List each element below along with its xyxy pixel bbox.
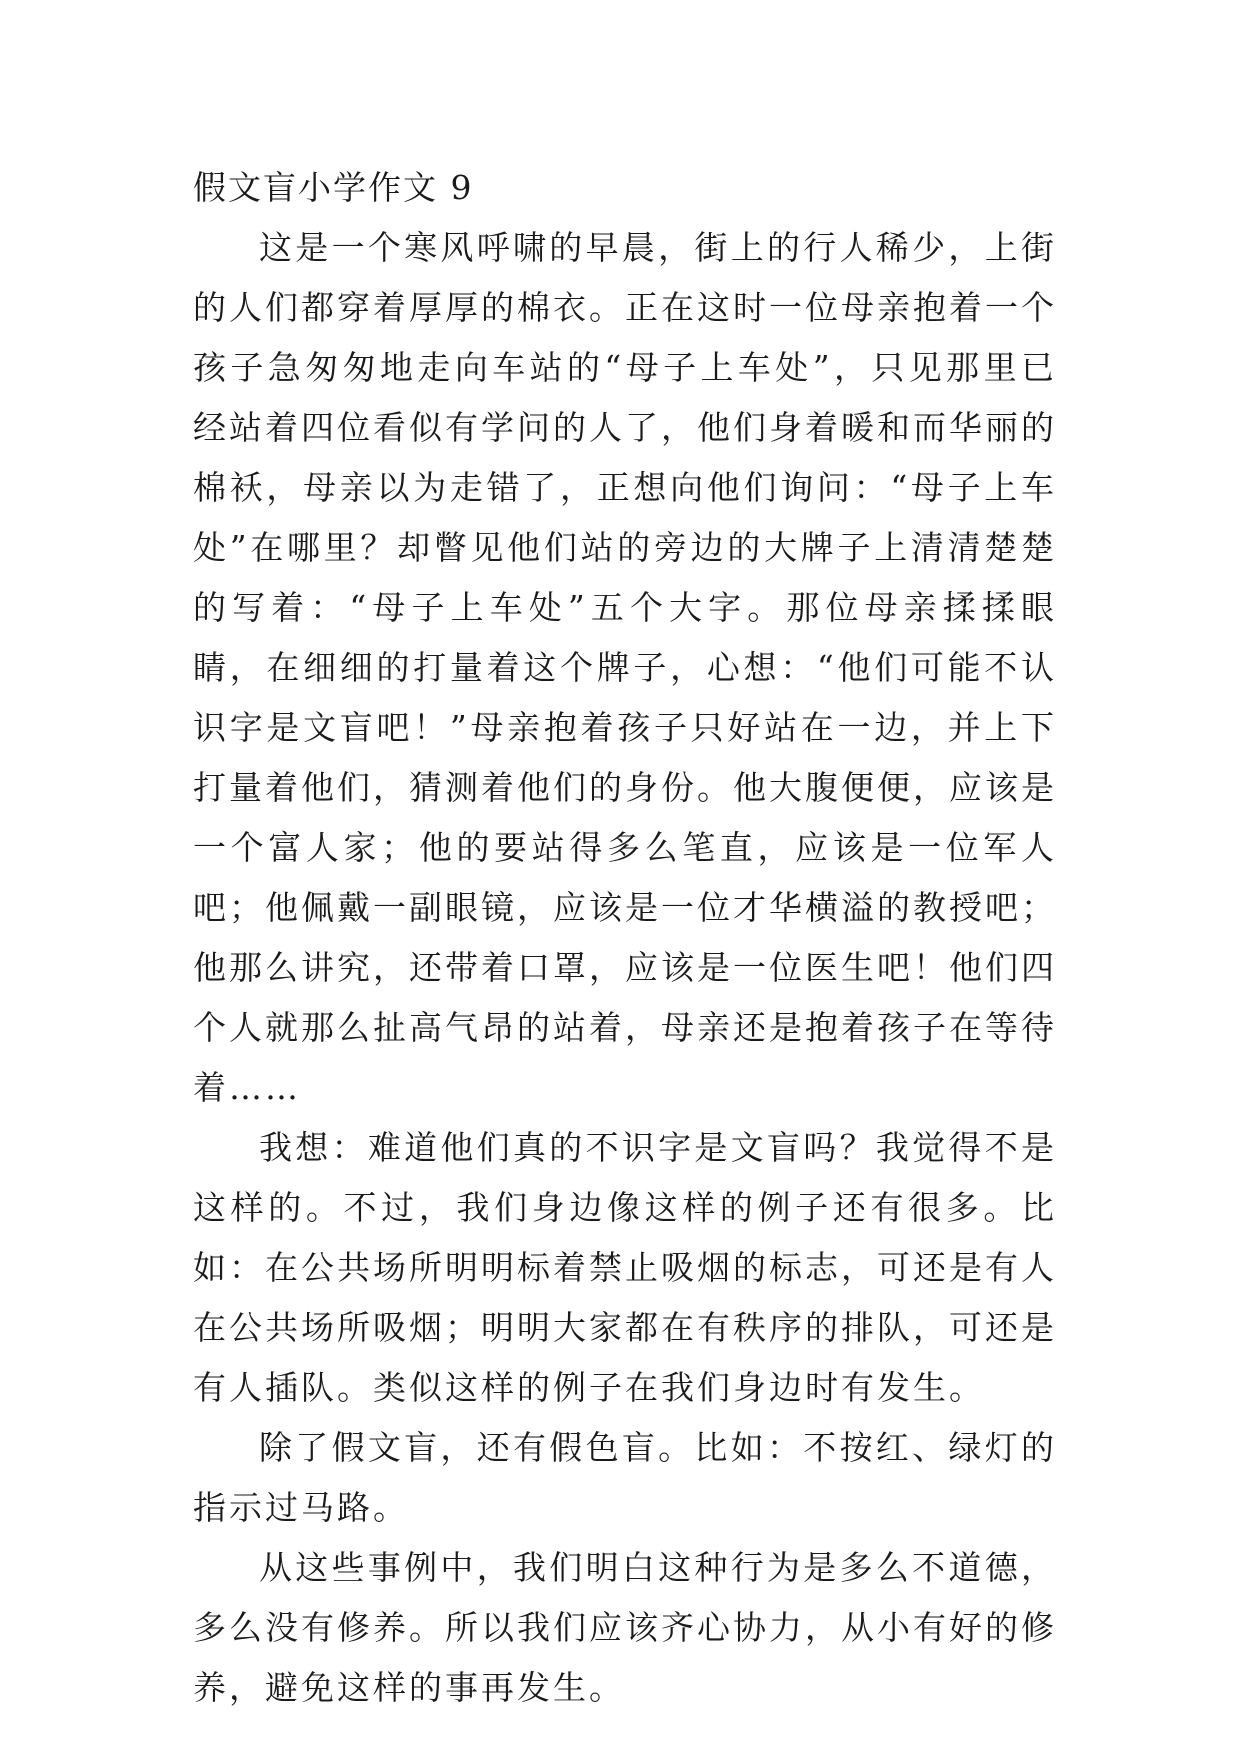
paragraph-3: 除了假文盲，还有假色盲。比如：不按红、绿灯的指示过马路。	[193, 1428, 1057, 1527]
paragraph-1: 这是一个寒风呼啸的早晨，街上的行人稀少，上街的人们都穿着厚厚的棉衣。正在这时一位母亲抱着一个孩子急匆匆地走向车站的“母子上车处”，只见那里已经站着四位看似有学问的人了，他们身着暖和而华丽的棉袄，母亲以为走错了，正想向他们询问：“母子上车处”在哪里？却瞥见他们站的旁边的大牌子上清清楚楚的写着：“母子上车处”五个大字。那位母亲揉揉眼睛，在细细的打量着这个牌子，心想：“他们可能不认识字是文盲吧！”母亲抱着孩子只好站在一边，并上下打量着他们，猜测着他们的身份。他大腹便便，应该是一个富人家；他的要站得多么笔直，应该是一位军人吧；他佩戴一副眼镜，应该是一位才华横溢的教授吧；他那么讲究，还带着口罩，应该是一位医生吧！他们四个人就那么扯高气昂的站着，母亲还是抱着孩子在等待着……	[193, 228, 1057, 1107]
paragraph-2: 我想：难道他们真的不识字是文盲吗？我觉得不是这样的。不过，我们身边像这样的例子还有很多。比如：在公共场所明明标着禁止吸烟的标志，可还是有人在公共场所吸烟；明明大家都在有秩序的排队，可还是有人插队。类似这样的例子在我们身边时有发生。	[193, 1128, 1057, 1407]
paragraph-4: 从这些事例中，我们明白这种行为是多么不道德，多么没有修养。所以我们应该齐心协力，从小有好的修养，避免这样的事再发生。	[193, 1548, 1057, 1707]
document-body	[193, 158, 1057, 1718]
document-title: 假文盲小学作文 9	[193, 168, 474, 207]
